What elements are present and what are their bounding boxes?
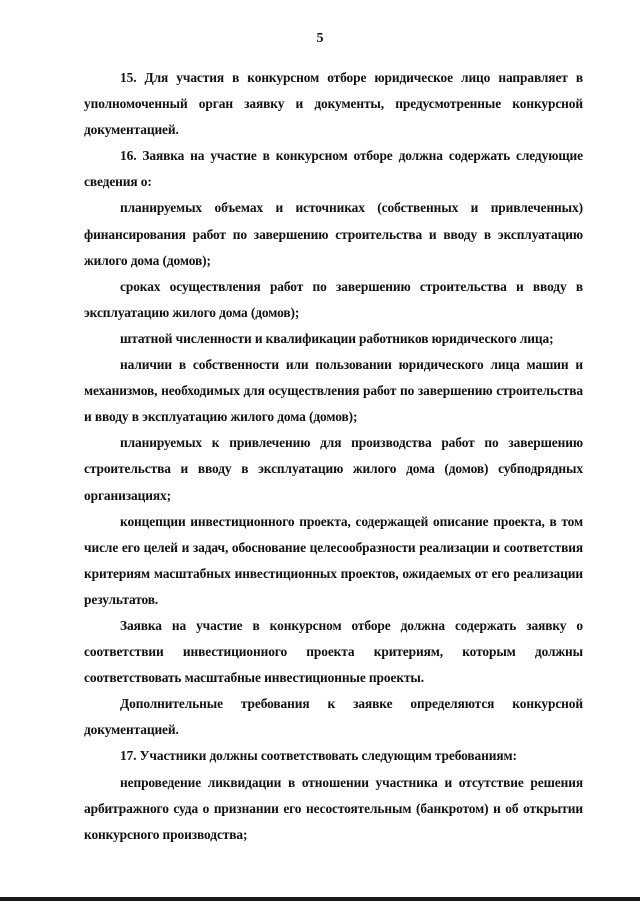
paragraph-17: 17. Участники должны соответствовать следующим требованиям: (120, 748, 517, 764)
list-item-subcontractors: планируемых к привлечению для производства работ по завершению строительства и вводу в эксплуатацию жилого дома (домов) субподрядных организациях; (84, 435, 583, 503)
document-body (84, 65, 583, 848)
paragraph-16: 16. Заявка на участие в конкурсном отборе должна содержать следующие сведения о: (84, 148, 583, 190)
list-item-concept: концепции инвестиционного проекта, содержащей описание проекта, в том числе его целей и задач, обоснование целесообразности реализации и соответствия критериям масштабных инвестиционных проектов, ожидаемых от его реализации результатов. (84, 513, 583, 607)
list-item-staff: штатной численности и квалификации работников юридического лица; (120, 330, 554, 346)
bottom-rule (0, 897, 640, 901)
page-number: 5 (316, 31, 324, 46)
paragraph-15: 15. Для участия в конкурсном отборе юридическое лицо направляет в уполномоченный орган заявку и документы, предусмотренные конкурсной документацией. (84, 70, 583, 138)
list-item-machinery: наличии в собственности или пользовании юридического лица машин и механизмов, необходимых для осуществления работ по завершению строительства и вводу в эксплуатацию жилого дома (домов); (84, 357, 583, 425)
paragraph-application-conformity: Заявка на участие в конкурсном отборе должна содержать заявку о соответствии инвестиционного проекта критериям, которым должны соответствовать масштабные инвестиционные проекты. (84, 617, 583, 686)
list-item-financing: планируемых объемах и источниках (собственных и привлеченных) финансирования работ по завершению строительства и вводу в эксплуатацию жилого дома (домов); (84, 200, 583, 268)
paragraph-additional-requirements: Дополнительные требования к заявке определяются конкурсной документацией. (84, 696, 583, 738)
list-item-no-liquidation: непроведение ликвидации в отношении участника и отсутствие решения арбитражного суда о признании его несостоятельным (банкротом) и об открытии конкурсного производства; (84, 774, 583, 842)
list-item-deadlines: сроках осуществления работ по завершению строительства и вводу в эксплуатацию жилого дома (домов); (84, 278, 583, 320)
